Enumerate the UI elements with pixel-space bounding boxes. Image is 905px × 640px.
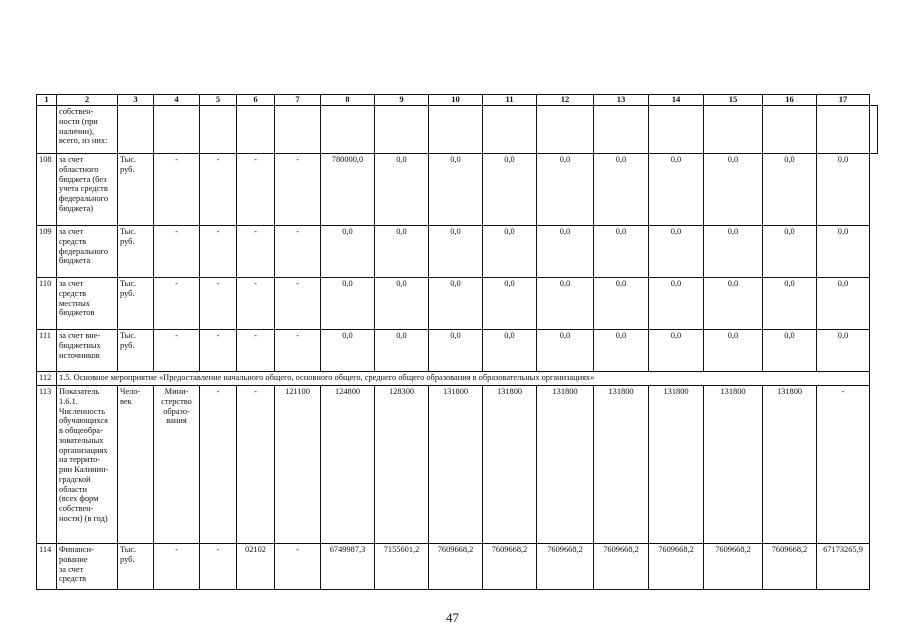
value-cell: 131800 [483, 386, 537, 544]
column-number-header: 1 [37, 95, 57, 106]
value-cell: - [275, 330, 321, 372]
column-number-header: 11 [483, 95, 537, 106]
value-cell: 0,0 [483, 278, 537, 330]
column-number-header: 8 [321, 95, 375, 106]
value-cell: 0,0 [763, 226, 817, 278]
value-cell: 131800 [704, 386, 763, 544]
table-row [37, 278, 878, 330]
value-cell: 0,0 [429, 278, 483, 330]
value-cell: - [275, 544, 321, 590]
value-cell: 0,0 [429, 154, 483, 226]
value-cell: 7609668,2 [537, 544, 594, 590]
value-cell [763, 106, 817, 154]
page-number: 47 [446, 610, 459, 625]
value-cell: - [817, 386, 870, 544]
value-cell: 131800 [537, 386, 594, 544]
indicator-name: Показатель 1.6.1. Численность обучающихся в общеобра- зовательных организациях на террито- рии Калинин- градской области (всех форм собствен- ности) (в год) [57, 386, 118, 544]
value-cell [429, 106, 483, 154]
indicator-name: за счет средств местных бюджетов [57, 278, 118, 330]
responsible-cell [154, 106, 200, 154]
column-number-header: 2 [57, 95, 118, 106]
indicator-name: Финанси- рование за счет средств [57, 544, 118, 590]
value-cell: 0,0 [537, 278, 594, 330]
value-cell: 0,0 [429, 330, 483, 372]
responsible-cell: - [154, 154, 200, 226]
column-number-header: 5 [200, 95, 237, 106]
value-cell: 0,0 [817, 278, 870, 330]
value-cell: - [275, 154, 321, 226]
value-cell: 131800 [594, 386, 649, 544]
row-number: 108 [37, 154, 57, 226]
value-cell: - [200, 386, 237, 544]
value-cell: 0,0 [321, 330, 375, 372]
value-cell: 0,0 [649, 330, 704, 372]
value-cell: 0,0 [649, 278, 704, 330]
row-number [37, 106, 57, 154]
value-cell: 0,0 [704, 154, 763, 226]
value-cell: 0,0 [537, 330, 594, 372]
value-cell: 0,0 [594, 154, 649, 226]
row-number: 113 [37, 386, 57, 544]
value-cell: 0,0 [537, 226, 594, 278]
value-cell: 124800 [321, 386, 375, 544]
value-cell [321, 106, 375, 154]
value-cell: - [200, 278, 237, 330]
value-cell: 0,0 [429, 226, 483, 278]
column-number-header-row [37, 95, 878, 106]
unit-cell: Тыс. руб. [118, 154, 154, 226]
value-cell: 0,0 [763, 154, 817, 226]
indicator-name: за счет вне- бюджетных источников [57, 330, 118, 372]
value-cell: 0,0 [375, 330, 429, 372]
value-cell [594, 106, 649, 154]
responsible-cell: - [154, 278, 200, 330]
value-cell: 131800 [763, 386, 817, 544]
value-cell: 7609668,2 [429, 544, 483, 590]
column-number-header: 9 [375, 95, 429, 106]
unit-cell: Тыс. руб. [118, 278, 154, 330]
value-cell: 02102 [237, 544, 275, 590]
section-row [37, 372, 878, 386]
value-cell: 0,0 [817, 154, 870, 226]
value-cell: - [200, 226, 237, 278]
value-cell: 67173265,9 [817, 544, 870, 590]
value-cell: - [237, 226, 275, 278]
unit-cell [118, 106, 154, 154]
unit-cell: Тыс. руб. [118, 330, 154, 372]
value-cell: 780000,0 [321, 154, 375, 226]
value-cell: 0,0 [375, 278, 429, 330]
value-cell: 0,0 [763, 330, 817, 372]
value-cell: 121100 [275, 386, 321, 544]
unit-cell: Чело- век [118, 386, 154, 544]
responsible-cell: - [154, 226, 200, 278]
value-cell: - [237, 154, 275, 226]
value-cell: 0,0 [817, 226, 870, 278]
responsible-cell: Мини- стерство образо- вания [154, 386, 200, 544]
value-cell: 0,0 [649, 154, 704, 226]
value-cell: 131800 [649, 386, 704, 544]
value-cell [649, 106, 704, 154]
indicator-name: за счет областного бюджета (без учета средств федерального бюджета) [57, 154, 118, 226]
column-number-header: 10 [429, 95, 483, 106]
value-cell: 7609668,2 [704, 544, 763, 590]
value-cell [375, 106, 429, 154]
value-cell: - [200, 154, 237, 226]
column-number-header: 16 [763, 95, 817, 106]
value-cell [817, 106, 870, 154]
value-cell: 7609668,2 [594, 544, 649, 590]
row-number: 114 [37, 544, 57, 590]
value-cell [237, 106, 275, 154]
value-cell: 0,0 [375, 226, 429, 278]
value-cell [483, 106, 537, 154]
value-cell: 0,0 [649, 226, 704, 278]
responsible-cell: - [154, 330, 200, 372]
value-cell [200, 106, 237, 154]
value-cell: - [237, 278, 275, 330]
value-cell: - [237, 386, 275, 544]
column-number-header: 13 [594, 95, 649, 106]
column-number-header: 15 [704, 95, 763, 106]
row-number: 111 [37, 330, 57, 372]
value-cell: 0,0 [817, 330, 870, 372]
value-cell: 0,0 [594, 330, 649, 372]
value-cell: 128300 [375, 386, 429, 544]
value-cell: 0,0 [763, 278, 817, 330]
row-number: 109 [37, 226, 57, 278]
row-number: 110 [37, 278, 57, 330]
value-cell: 0,0 [321, 226, 375, 278]
column-number-header: 4 [154, 95, 200, 106]
value-cell: 0,0 [375, 154, 429, 226]
table-row [37, 154, 878, 226]
value-cell: 0,0 [483, 330, 537, 372]
value-cell: - [200, 330, 237, 372]
value-cell [870, 106, 878, 154]
value-cell: 7609668,2 [763, 544, 817, 590]
value-cell: 0,0 [483, 226, 537, 278]
value-cell: - [275, 226, 321, 278]
value-cell: 0,0 [704, 226, 763, 278]
value-cell: 7155601,2 [375, 544, 429, 590]
value-cell: 0,0 [537, 154, 594, 226]
value-cell [537, 106, 594, 154]
table-row [37, 106, 878, 154]
value-cell: 0,0 [704, 278, 763, 330]
value-cell: 6749987,3 [321, 544, 375, 590]
value-cell: - [275, 278, 321, 330]
table-row [37, 226, 878, 278]
value-cell [275, 106, 321, 154]
value-cell: 0,0 [483, 154, 537, 226]
column-number-header: 14 [649, 95, 704, 106]
value-cell: 0,0 [594, 226, 649, 278]
value-cell: - [200, 544, 237, 590]
value-cell: - [237, 330, 275, 372]
value-cell: 7609668,2 [649, 544, 704, 590]
row-number: 112 [37, 372, 57, 386]
value-cell [704, 106, 763, 154]
section-title: 1.5. Основное мероприятие «Предоставление начального общего, основного общего, среднего общего образования в образовательных организациях» [57, 372, 870, 386]
indicators-table [36, 94, 878, 590]
unit-cell: Тыс. руб. [118, 544, 154, 590]
column-number-header: 3 [118, 95, 154, 106]
unit-cell: Тыс. руб. [118, 226, 154, 278]
responsible-cell: - [154, 544, 200, 590]
value-cell: 0,0 [321, 278, 375, 330]
column-number-header: 17 [817, 95, 870, 106]
value-cell: 0,0 [594, 278, 649, 330]
value-cell: 7609668,2 [483, 544, 537, 590]
value-cell: 131800 [429, 386, 483, 544]
table-row [37, 544, 878, 590]
table-row [37, 330, 878, 372]
table-row [37, 386, 878, 544]
indicator-name: за счет средств федерального бюджета [57, 226, 118, 278]
column-number-header: 7 [275, 95, 321, 106]
indicator-name: собствен- ности (при наличии), всего, из них: [57, 106, 118, 154]
column-number-header: 12 [537, 95, 594, 106]
value-cell: 0,0 [704, 330, 763, 372]
column-number-header: 6 [237, 95, 275, 106]
